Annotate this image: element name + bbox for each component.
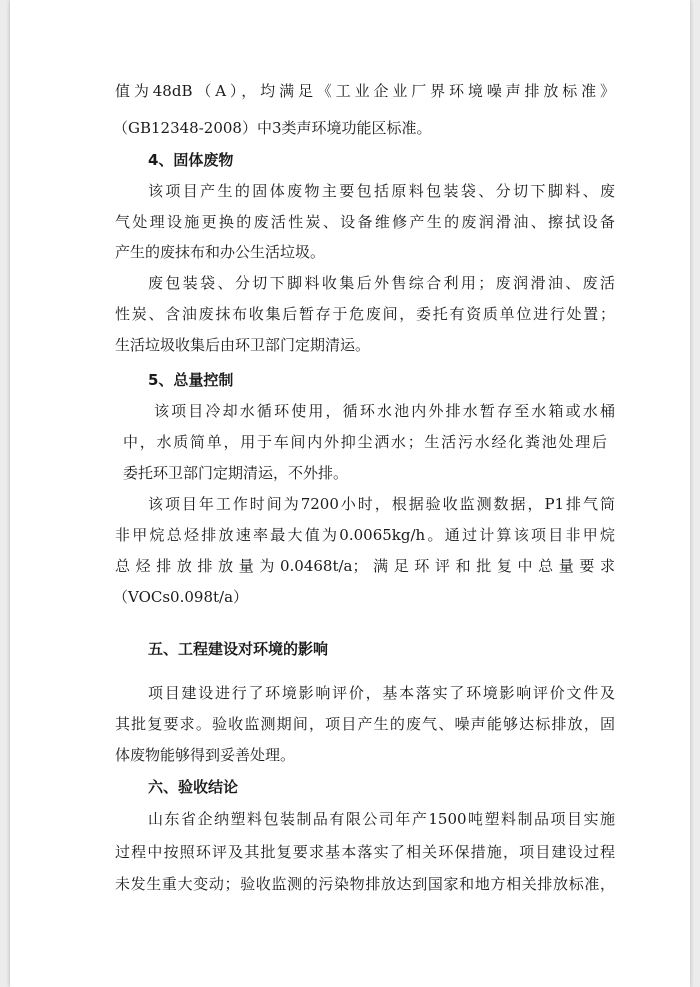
paragraph-line: 非甲烷总烃排放速率最大值为0.0065kg/h。通过计算该项目非甲烷 bbox=[115, 526, 615, 544]
paragraph-line: 委托环卫部门定期清运，不外排。 bbox=[123, 464, 349, 482]
paragraph-line: 过程中按照环评及其批复要求基本落实了相关环保措施，项目建设过程 bbox=[115, 843, 615, 861]
paragraph-line: 其批复要求。验收监测期间，项目产生的废气、噪声能够达标排放，固 bbox=[115, 715, 615, 733]
paragraph-line: 山东省企纳塑料包装制品有限公司年产1500吨塑料制品项目实施 bbox=[148, 810, 615, 828]
paragraph-line: 项目建设进行了环境影响评价，基本落实了环境影响评价文件及 bbox=[148, 684, 615, 702]
paragraph-line: 该项目冷却水循环使用，循环水池内外排水暂存至水箱或水桶 bbox=[154, 402, 615, 420]
paragraph-line: （VOCs0.098t/a） bbox=[113, 588, 249, 606]
document-page bbox=[10, 0, 690, 987]
paragraph-line: 气处理设施更换的废活性炭、设备维修产生的废润滑油、擦拭设备 bbox=[115, 213, 615, 231]
paragraph-line: 性炭、含油废抹布收集后暂存于危废间，委托有资质单位进行处置； bbox=[115, 305, 615, 323]
paragraph-line: 总烃排放排放量为0.0468t/a；满足环评和批复中总量要求 bbox=[115, 557, 615, 575]
paragraph-line: 废包装袋、分切下脚料收集后外售综合利用；废润滑油、废活 bbox=[148, 274, 615, 292]
paragraph-line: 该项目产生的固体废物主要包括原料包装袋、分切下脚料、废 bbox=[148, 182, 615, 200]
paragraph-line: 该项目年工作时间为7200小时，根据验收监测数据，P1排气筒 bbox=[148, 495, 615, 513]
section-heading-solid-waste: 4、固体废物 bbox=[148, 151, 234, 169]
section-heading-acceptance-conclusion: 六、验收结论 bbox=[148, 778, 239, 796]
noise-result-line: 值为48dB（A），均满足《工业企业厂界环境噪声排放标准》 bbox=[115, 82, 615, 100]
paragraph-line: 未发生重大变动；验收监测的污染物排放达到国家和地方相关排放标准， bbox=[115, 875, 615, 893]
section-heading-total-control: 5、总量控制 bbox=[148, 371, 234, 389]
paragraph-line: 产生的废抹布和办公生活垃圾。 bbox=[115, 243, 326, 261]
paragraph-line: 体废物能够得到妥善处理。 bbox=[115, 746, 296, 764]
section-heading-environment-impact: 五、工程建设对环境的影响 bbox=[148, 640, 329, 658]
paragraph-line: 生活垃圾收集后由环卫部门定期清运。 bbox=[115, 336, 371, 354]
paragraph-line: 中，水质简单，用于车间内外抑尘洒水；生活污水经化粪池处理后 bbox=[123, 433, 607, 451]
noise-standard-line: （GB12348-2008）中3类声环境功能区标准。 bbox=[113, 119, 432, 137]
